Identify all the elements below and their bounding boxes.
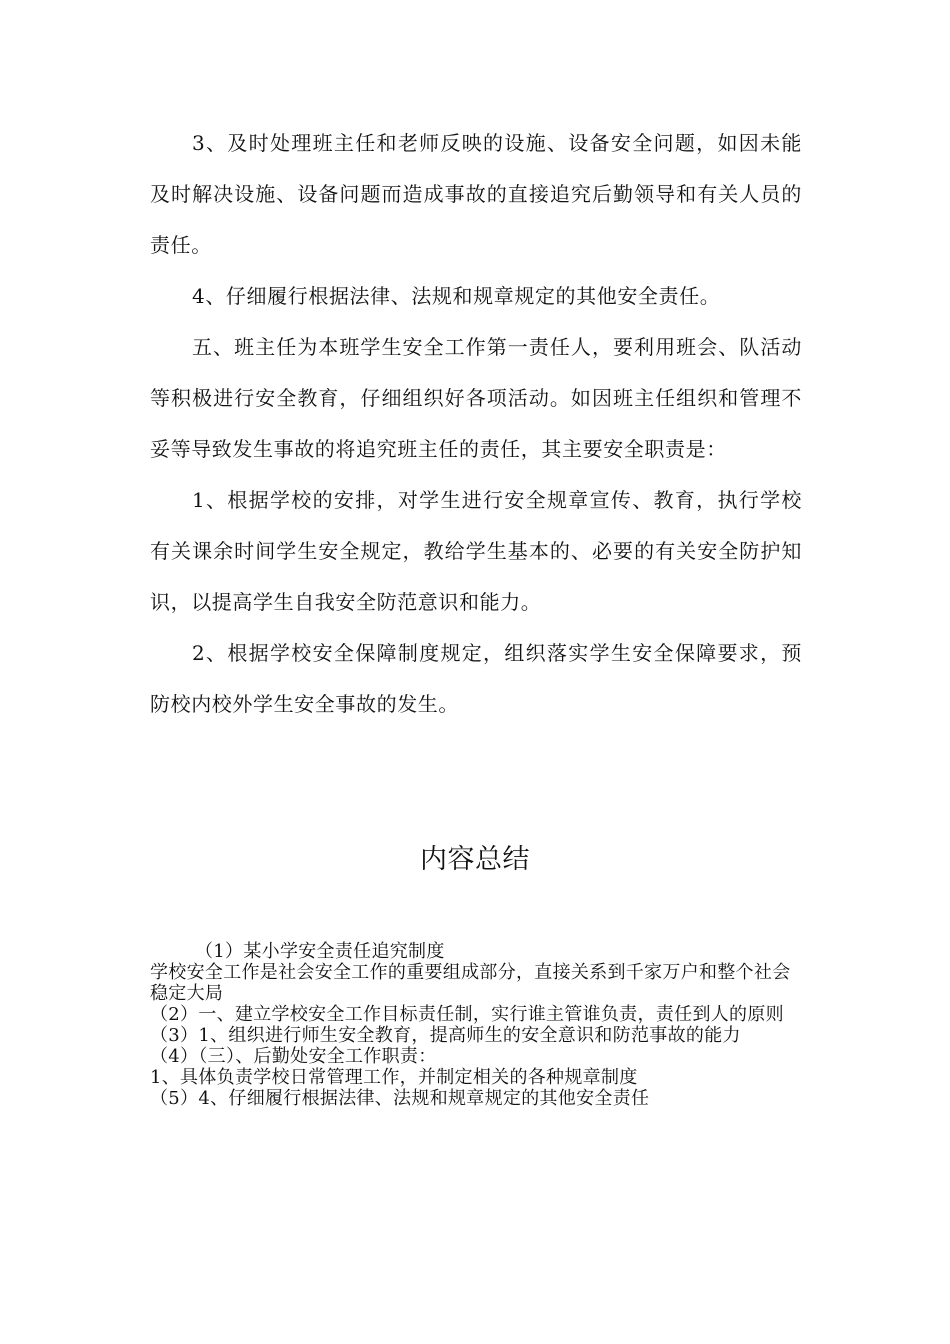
paragraph-section-5: 五、班主任为本班学生安全工作第一责任人，要利用班会、队活动等积极进行安全教育，仔细组织好各项活动。如因班主任组织和管理不妥等导致发生事故的将追究班主任的责任，其主要安全职责是： — [150, 335, 802, 461]
summary-line: （2）一、建立学校安全工作目标责任制，实行谁主管谁负责，责任到人的原则 — [150, 1004, 784, 1025]
summary-title: 内容总结 — [420, 844, 530, 875]
body-text — [150, 118, 802, 730]
summary-list — [150, 941, 802, 1109]
summary-line: 学校安全工作是社会安全工作的重要组成部分，直接关系到千家万户和整个社会稳定大局 — [150, 962, 791, 1004]
summary-line: （5）4、仔细履行根据法律、法规和规章规定的其他安全责任 — [150, 1088, 650, 1109]
paragraph-duty-2: 2、根据学校安全保障制度规定，组织落实学生安全保障要求，预防校内校外学生安全事故的发生。 — [150, 641, 802, 716]
summary-line: （3）1、组织进行师生安全教育，提高师生的安全意识和防范事故的能力 — [150, 1025, 741, 1046]
summary-line: （4）（三）、后勤处安全工作职责： — [150, 1046, 437, 1067]
paragraph-item-4: 4、仔细履行根据法律、法规和规章规定的其他安全责任。 — [192, 284, 721, 308]
summary-line: （1）某小学安全责任追究制度 — [195, 941, 445, 962]
paragraph-item-3: 3、及时处理班主任和老师反映的设施、设备安全问题，如因未能及时解决设施、设备问题而造成事故的直接追究后勤领导和有关人员的责任。 — [150, 131, 802, 257]
paragraph-duty-1: 1、根据学校的安排，对学生进行安全规章宣传、教育，执行学校有关课余时间学生安全规定，教给学生基本的、必要的有关安全防护知识，以提高学生自我安全防范意识和能力。 — [150, 488, 802, 614]
summary-line: 1、具体负责学校日常管理工作，并制定相关的各种规章制度 — [150, 1067, 638, 1088]
